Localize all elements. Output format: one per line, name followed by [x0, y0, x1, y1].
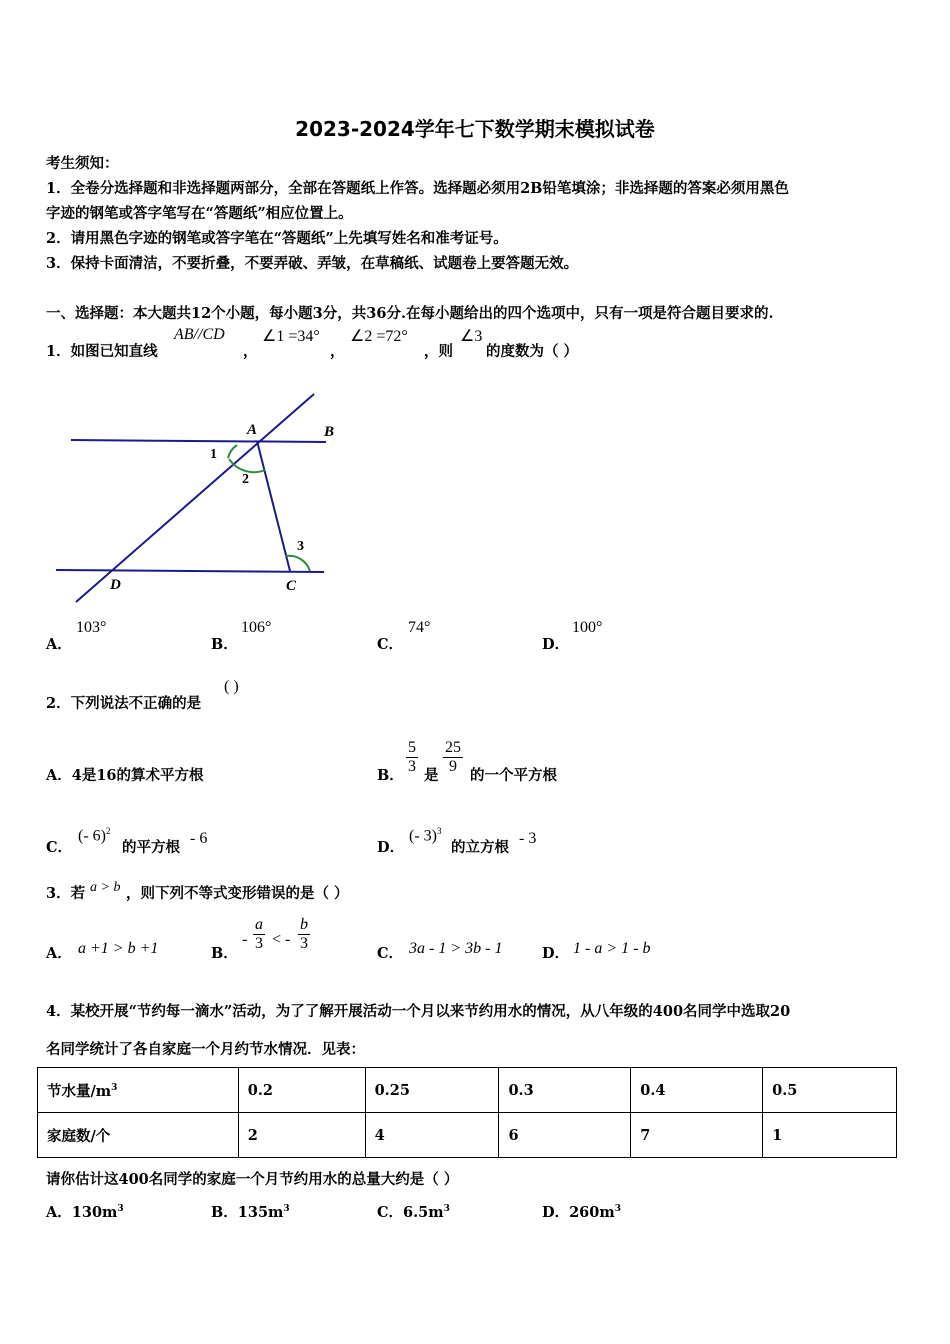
q2-c-base: (- 6) [78, 827, 106, 845]
q2-option-d-expr [409, 826, 441, 845]
q3-option-a-letter: A． [46, 945, 72, 962]
q3-option-b-fraction-2 [298, 916, 310, 953]
q3-option-a-expr: a +1 > b +1 [78, 940, 159, 957]
q2-option-b-suffix: 的一个平方根 [470, 767, 557, 784]
q3-b-frac1-den: 3 [255, 935, 263, 952]
q4-option-c: C．$6.5m^3$ [377, 1204, 450, 1221]
q2-paren: ( ) [224, 678, 239, 695]
label-angle-3: 3 [297, 539, 304, 554]
q3-condition: a > b [90, 880, 121, 895]
table-cell: 0.5 [763, 1068, 897, 1113]
q3-option-d-letter: D． [542, 945, 570, 962]
table-header-cell: 家庭数/个 [38, 1113, 239, 1158]
q2-d-base: (- 3) [409, 827, 437, 845]
q3-option-b-fraction-1 [253, 916, 265, 953]
q2-option-c-value: - 6 [190, 830, 208, 847]
table-row [38, 1113, 897, 1158]
q2-option-d-value: - 3 [519, 830, 537, 847]
label-angle-1: 1 [210, 447, 217, 462]
q1-comma-2: ， [330, 343, 345, 360]
angle-1-arc [228, 445, 237, 458]
q1-option-b-value: 106° [241, 619, 272, 636]
table-cell: 0.4 [631, 1068, 763, 1113]
q1-option-a-letter: A． [46, 636, 72, 653]
label-b: B [324, 424, 335, 440]
q2-option-b-letter: B． [377, 767, 404, 784]
q3-prefix: 3．若 [46, 885, 86, 902]
table-cell: 0.25 [365, 1068, 499, 1113]
q3-option-d-expr: 1 - a > 1 - b [573, 940, 651, 957]
section-heading: 一、选择题：本大题共12个小题，每小题3分，共36分.在每小题给出的四个选项中，只有一项是符合题目要求的. [46, 305, 774, 322]
q2-option-c-letter: C． [46, 839, 73, 856]
angle-2-arc [229, 459, 265, 472]
q2-option-c-expr [78, 826, 110, 845]
q1-option-d-letter: D． [542, 636, 570, 653]
table-cell: 6 [499, 1113, 631, 1158]
q2-option-d-text: 的立方根 [451, 839, 509, 856]
q2-b-frac1-den: 3 [408, 758, 416, 775]
page-title: 2023-2024学年七下数学期末模拟试卷 [295, 117, 655, 141]
line-cd [56, 570, 324, 572]
notice-heading: 考生须知： [46, 155, 119, 172]
q2-b-frac1-num: 5 [408, 739, 416, 756]
q1-suffix: 的度数为（ ） [486, 343, 579, 360]
q1-option-c-letter: C． [377, 636, 404, 653]
notice-item-3: 3．保持卡面清洁，不要折叠，不要弄破、弄皱，在草稿纸、试题卷上要答题无效。 [46, 255, 579, 272]
q2-option-d-letter: D． [377, 839, 405, 856]
q2-d-exponent: 3 [436, 826, 442, 836]
label-d: D [110, 577, 121, 593]
label-a: A [247, 422, 258, 438]
q4-line-2: 名同学统计了各自家庭一个月约节水情况．见表： [46, 1041, 365, 1058]
q3-option-b-letter: B． [211, 945, 238, 962]
q1-condition-angle2: ∠2 =72° [350, 328, 408, 345]
q1-geometry-figure [0, 380, 360, 610]
table-cell: 2 [238, 1113, 365, 1158]
q4-option-b: B．$135m^3$ [211, 1204, 290, 1221]
q1-option-b-letter: B． [211, 636, 238, 653]
q3-option-c-letter: C． [377, 945, 404, 962]
q3-suffix: ，则下列不等式变形错误的是（ ） [126, 885, 349, 902]
q3-b-frac1-num: a [255, 916, 263, 933]
q3-option-b-minus: - [242, 931, 248, 948]
q1-option-d-value: 100° [572, 619, 603, 636]
q3-option-b-mid: < - [272, 931, 291, 948]
q1-condition-angle1: ∠1 =34° [262, 328, 320, 345]
notice-item-2: 2．请用黑色字迹的钢笔或答字笔在“答题纸”上先填写姓名和准考证号。 [46, 230, 508, 247]
q2-option-b-fraction-1 [406, 739, 418, 776]
label-angle-2: 2 [242, 472, 249, 487]
q2-stem: 2．下列说法不正确的是 [46, 695, 202, 712]
table-row [38, 1068, 897, 1113]
table-cell: 1 [763, 1113, 897, 1158]
table-cell: 4 [365, 1113, 499, 1158]
q4-line-1: 4．某校开展“节约每一滴水”活动，为了了解开展活动一个月以来节约用水的情况，从八年级的400名同学中选取20 [46, 1003, 791, 1020]
q1-option-a-value: 103° [76, 619, 107, 636]
q1-comma-1: ， [243, 343, 258, 360]
q4-data-table [37, 1067, 897, 1158]
segment-ac [257, 441, 290, 571]
q1-condition-angle3: ∠3 [460, 328, 483, 345]
q2-option-c-text: 的平方根 [122, 839, 180, 856]
table-cell: 0.2 [238, 1068, 365, 1113]
q2-b-frac2-den: 9 [449, 758, 457, 775]
q1-prefix: 1．如图已知直线 [46, 343, 158, 360]
q1-condition-parallel: AB//CD [174, 326, 225, 343]
line-ab [71, 440, 326, 442]
table-header-cell: 节水量$/m^3$ [38, 1068, 239, 1113]
q4-option-a: A．$130m^3$ [46, 1204, 124, 1221]
q1-then: ，则 [424, 343, 453, 360]
label-c: C [286, 578, 297, 594]
q4-option-d: D．$260m^3$ [542, 1204, 621, 1221]
notice-item-1-line1: 1．全卷分选择题和非选择题两部分，全部在答题纸上作答。选择题必须用2B铅笔填涂；非选择题的答案必须用黑色 [46, 180, 789, 197]
q2-b-frac2-num: 25 [445, 739, 461, 756]
q3-b-frac2-den: 3 [300, 935, 308, 952]
notice-item-1-line2: 字迹的钢笔或答字笔写在“答题纸”相应位置上。 [46, 205, 353, 222]
q3-option-c-expr: 3a - 1 > 3b - 1 [409, 940, 503, 957]
table-cell: 7 [631, 1113, 763, 1158]
q1-option-c-value: 74° [408, 619, 431, 636]
q2-option-a: A．4是16的算术平方根 [46, 767, 204, 784]
table-cell: 0.3 [499, 1068, 631, 1113]
q2-option-b-fraction-2 [443, 739, 463, 776]
q2-option-b-mid: 是 [424, 767, 439, 784]
q2-c-exponent: 2 [105, 826, 111, 836]
q4-question: 请你估计这400名同学的家庭一个月节约用水的总量大约是（ ） [46, 1171, 459, 1188]
q3-b-frac2-num: b [300, 916, 308, 933]
